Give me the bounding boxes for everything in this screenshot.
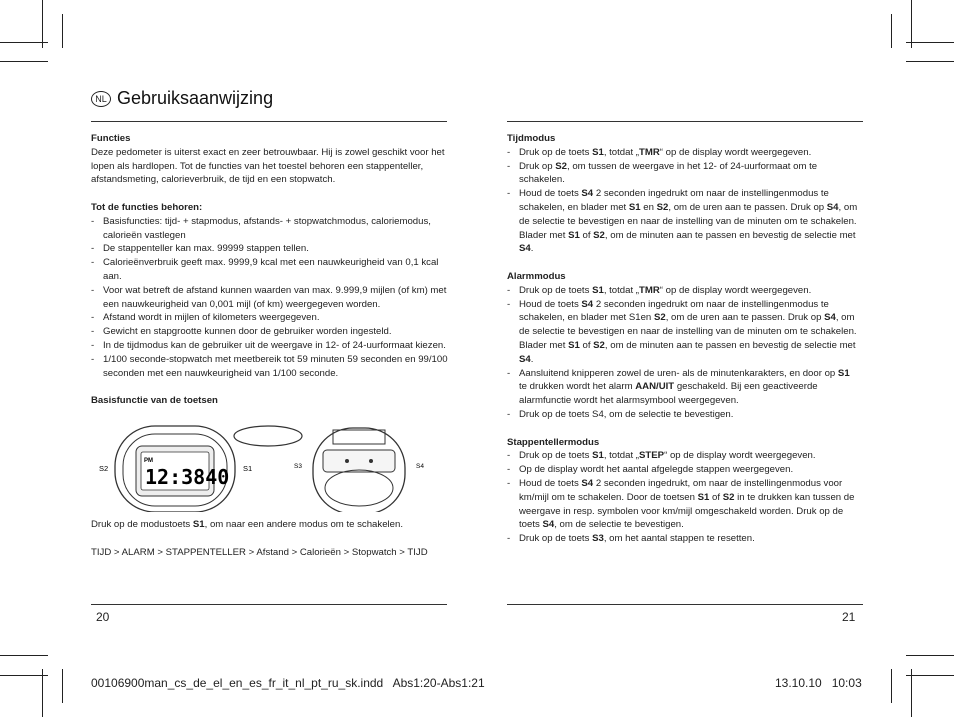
- pm-label: PM: [144, 457, 153, 464]
- left-column: [91, 132, 451, 559]
- list-item: - Afstand wordt in mijlen of kilometers weergegeven.: [91, 311, 451, 325]
- pedometer-side: [294, 428, 424, 512]
- button-functions-heading: Basisfunctie van de toetsen: [91, 395, 218, 407]
- list-item: - 1/100 seconde-stopwatch met meetbereik tot 59 minuten 59 seconden en 99/100 seconden met een nauwkeurigheid van 1/100 seconde.: [91, 353, 451, 381]
- list-item: - Druk op de toets S3, om het aantal stappen te resetten.: [507, 532, 859, 546]
- list-item: - Houd de toets S4 2 seconden ingedrukt om naar de instellingenmodus te schakelen, en blader met S1en S2, om de uren aan te passen. Druk op S4, om de selectie te bevestigen en naar de instelling van de minuten om te schakelen. Blader met S1 of S2, om de minuten aan te passen en bevestig de selectie met S4.: [507, 298, 859, 367]
- display-readout: 12:3840: [145, 464, 230, 489]
- list-item: - Druk op de toets S4, om de selectie te bevestigen.: [507, 408, 859, 422]
- crop-mark: [42, 0, 43, 48]
- crop-mark: [906, 675, 954, 676]
- crop-mark: [0, 675, 48, 676]
- bottom-rule-right: [507, 604, 863, 605]
- file-slug: 00106900man_cs_de_el_en_es_fr_it_nl_pt_ru_sk.indd Abs1:20-Abs1:21: [91, 676, 485, 690]
- right-column: [507, 132, 859, 546]
- crop-mark: [891, 669, 892, 703]
- crop-mark: [0, 61, 48, 62]
- crop-mark: [62, 669, 63, 703]
- crop-mark: [911, 0, 912, 48]
- alarmmodus-heading: Alarmmodus: [507, 270, 566, 282]
- bottom-rule-left: [91, 604, 447, 605]
- functies-heading: Functies: [91, 133, 131, 144]
- s1-label: S1: [243, 463, 253, 473]
- crop-mark: [42, 669, 43, 717]
- page-title: Gebruiksaanwijzing: [117, 88, 274, 108]
- crop-mark: [906, 61, 954, 62]
- list-item: - Druk op de toets S1, totdat „STEP“ op de display wordt weergegeven.: [507, 449, 859, 463]
- list-item: - Calorieënverbruik geeft max. 9999,9 kcal met een nauwkeurigheid van 0,1 kcal aan.: [91, 256, 451, 284]
- tijdmodus-list: [507, 146, 859, 256]
- list-item: - Druk op S2, om tussen de weergave in het 12- of 24-uurformaat om te schakelen.: [507, 160, 859, 188]
- top-rule-right: [507, 121, 863, 122]
- device-figures: [91, 416, 451, 512]
- mode-instruction: Druk op de modustoets S1, om naar een andere modus om te schakelen.: [91, 518, 403, 530]
- pedometer-front: [99, 426, 302, 512]
- pedometer-illustration: [91, 416, 451, 512]
- stappentellermodus-heading: Stappentellermodus: [507, 436, 600, 448]
- functions-list-heading: Tot de functies behoren:: [91, 201, 203, 213]
- list-item: - Basisfuncties: tijd- + stapmodus, afstands- + stopwatchmodus, caloriemodus, calorieën vastlegen: [91, 215, 451, 243]
- s3-label: S3: [294, 462, 302, 470]
- crop-mark: [891, 14, 892, 48]
- page-header: [91, 88, 273, 109]
- list-item: - Voor wat betreft de afstand kunnen waarden van max. 9.999,9 mijlen (of km) met een nauwkeurigheid van 0,001 mijl (of km) weergegeven worden.: [91, 284, 451, 312]
- top-rule-left: [91, 121, 447, 122]
- date-slug: 13.10.10 10:03: [775, 676, 862, 690]
- list-item: - In de tijdmodus kan de gebruiker uit de weergave in 12- of 24-uurformaat kiezen.: [91, 339, 451, 353]
- functions-list: [91, 215, 451, 381]
- crop-mark: [0, 655, 48, 656]
- list-item: - Druk op de toets S1, totdat „TMR“ op de display wordt weergegeven.: [507, 284, 859, 298]
- crop-mark: [62, 14, 63, 48]
- tijdmodus-heading: Tijdmodus: [507, 133, 556, 144]
- list-item: - De stappenteller kan max. 99999 stappen tellen.: [91, 242, 451, 256]
- list-item: - Aansluitend knipperen zowel de uren- als de minutenkarakters, en door op S1 te drukken wordt het alarm AAN/UIT geschakeld. Bij een geactiveerde alarmfunctie wordt het alarmsymbool weergegeven.: [507, 367, 859, 408]
- list-item: - Gewicht en stapgrootte kunnen door de gebruiker worden ingesteld.: [91, 325, 451, 339]
- crop-mark: [906, 42, 954, 43]
- list-item: - Op de display wordt het aantal afgelegde stappen weergegeven.: [507, 463, 859, 477]
- list-item: - Houd de toets S4 2 seconden ingedrukt, om naar de instellingenmodus voor km/mijl om te schakelen. Door de toetsen S1 of S2 in te drukken kan tussen de weergave in resp. symbolen voor km/mijl omgeschakeld worden. Druk op de toets S4, om de selectie te bevestigen.: [507, 477, 859, 532]
- s4-label: S4: [416, 462, 424, 470]
- functies-paragraph: Deze pedometer is uiterst exact en zeer betrouwbaar. Hij is zowel geschikt voor het lopen als hardlopen. Tot de functies van het toestel behoren een stappenteller, afstandsmeting, calorieverbruik, de tijd en een stopwatch.: [91, 146, 445, 186]
- language-badge: NL: [91, 91, 111, 107]
- list-item: - Druk op de toets S1, totdat „TMR“ op de display wordt weergegeven.: [507, 146, 859, 160]
- crop-mark: [911, 669, 912, 717]
- crop-mark: [906, 655, 954, 656]
- stappentellermodus-list: [507, 449, 859, 546]
- mode-sequence: TIJD > ALARM > STAPPENTELLER > Afstand > Calorieën > Stopwatch > TIJD: [91, 546, 428, 558]
- crop-mark: [0, 42, 48, 43]
- page-number-right: 21: [842, 610, 856, 624]
- list-item: - Houd de toets S4 2 seconden ingedrukt om naar de instellingenmodus te schakelen, en blader met S1 en S2, om de uren aan te passen. Druk op S4, om de selectie te bevestigen en naar de instelling van de minuten om te schakelen. Blader met S1 of S2, om de minuten aan te passen en bevestig de selectie met S4.: [507, 187, 859, 256]
- alarmmodus-list: [507, 284, 859, 422]
- s2-label: S2: [99, 463, 109, 473]
- page-number-left: 20: [96, 610, 110, 624]
